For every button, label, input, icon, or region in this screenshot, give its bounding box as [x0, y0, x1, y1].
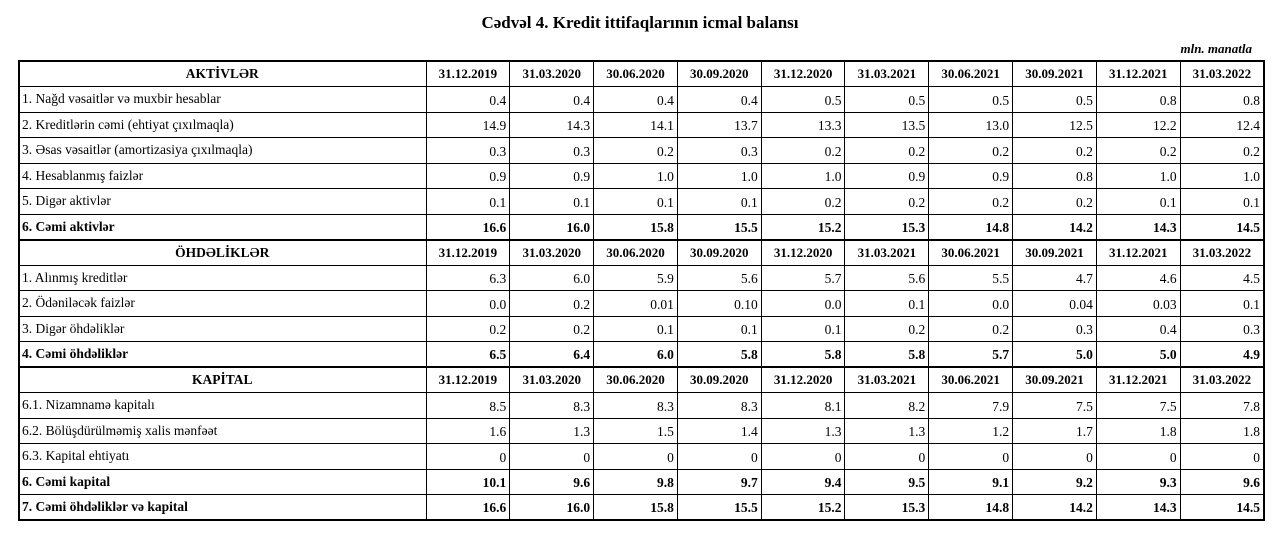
- date-header-cell: 31.03.2022: [1180, 61, 1264, 87]
- value-cell: 5.0: [1096, 342, 1180, 368]
- value-cell: 15.8: [594, 495, 678, 521]
- value-cell: 0.2: [594, 138, 678, 164]
- value-cell: 0.2: [1013, 138, 1097, 164]
- value-cell: 14.2: [1013, 214, 1097, 240]
- value-cell: 0: [929, 444, 1013, 470]
- value-cell: 8.5: [426, 393, 510, 419]
- value-cell: 0.3: [677, 138, 761, 164]
- row-label: 4. Cəmi öhdəliklər: [19, 342, 426, 368]
- value-cell: 7.5: [1013, 393, 1097, 419]
- value-cell: 14.9: [426, 112, 510, 138]
- value-cell: 9.8: [594, 469, 678, 495]
- value-cell: 12.2: [1096, 112, 1180, 138]
- value-cell: 9.4: [761, 469, 845, 495]
- date-header-cell: 31.12.2019: [426, 240, 510, 266]
- value-cell: 0.5: [761, 87, 845, 113]
- value-cell: 1.8: [1096, 418, 1180, 444]
- table-row: [19, 393, 1264, 419]
- value-cell: 14.3: [510, 112, 594, 138]
- value-cell: 14.2: [1013, 495, 1097, 521]
- value-cell: 0.04: [1013, 291, 1097, 317]
- date-header-cell: 30.09.2021: [1013, 240, 1097, 266]
- value-cell: 15.2: [761, 495, 845, 521]
- value-cell: 1.2: [929, 418, 1013, 444]
- row-label: 6. Cəmi kapital: [19, 469, 426, 495]
- total-row: [19, 469, 1264, 495]
- value-cell: 9.2: [1013, 469, 1097, 495]
- date-header-cell: 30.09.2020: [677, 61, 761, 87]
- value-cell: 9.6: [510, 469, 594, 495]
- value-cell: 0.1: [594, 189, 678, 215]
- date-header-cell: 31.03.2021: [845, 61, 929, 87]
- value-cell: 5.0: [1013, 342, 1097, 368]
- value-cell: 0.4: [426, 87, 510, 113]
- value-cell: 0: [1013, 444, 1097, 470]
- value-cell: 0: [594, 444, 678, 470]
- value-cell: 0: [510, 444, 594, 470]
- value-cell: 0.2: [1096, 138, 1180, 164]
- value-cell: 0.0: [761, 291, 845, 317]
- value-cell: 0.1: [1180, 291, 1264, 317]
- value-cell: 1.0: [1096, 163, 1180, 189]
- value-cell: 0.2: [845, 316, 929, 342]
- value-cell: 13.7: [677, 112, 761, 138]
- value-cell: 1.0: [677, 163, 761, 189]
- value-cell: 9.3: [1096, 469, 1180, 495]
- date-header-cell: 31.03.2020: [510, 367, 594, 393]
- value-cell: 1.0: [761, 163, 845, 189]
- date-header-cell: 31.03.2022: [1180, 367, 1264, 393]
- value-cell: 1.0: [1180, 163, 1264, 189]
- value-cell: 1.6: [426, 418, 510, 444]
- date-header-cell: 31.12.2019: [426, 367, 510, 393]
- value-cell: 0: [677, 444, 761, 470]
- value-cell: 1.3: [845, 418, 929, 444]
- value-cell: 0.4: [1096, 316, 1180, 342]
- value-cell: 0.03: [1096, 291, 1180, 317]
- date-header-cell: 30.06.2021: [929, 240, 1013, 266]
- date-header-cell: 31.03.2021: [845, 367, 929, 393]
- value-cell: 0.2: [845, 138, 929, 164]
- value-cell: 15.5: [677, 495, 761, 521]
- value-cell: 13.5: [845, 112, 929, 138]
- value-cell: 0.2: [1013, 189, 1097, 215]
- value-cell: 5.6: [677, 265, 761, 291]
- value-cell: 5.8: [677, 342, 761, 368]
- table-row: [19, 265, 1264, 291]
- value-cell: 0.1: [761, 316, 845, 342]
- date-header-cell: 31.03.2020: [510, 240, 594, 266]
- value-cell: 5.7: [761, 265, 845, 291]
- value-cell: 4.5: [1180, 265, 1264, 291]
- date-header-cell: 31.12.2021: [1096, 240, 1180, 266]
- value-cell: 0.8: [1180, 87, 1264, 113]
- value-cell: 8.3: [677, 393, 761, 419]
- table-row: [19, 316, 1264, 342]
- value-cell: 8.2: [845, 393, 929, 419]
- row-label: 5. Digər aktivlər: [19, 189, 426, 215]
- date-header-cell: 30.09.2021: [1013, 61, 1097, 87]
- date-header-cell: 31.12.2020: [761, 240, 845, 266]
- value-cell: 6.3: [426, 265, 510, 291]
- value-cell: 16.0: [510, 214, 594, 240]
- value-cell: 7.8: [1180, 393, 1264, 419]
- value-cell: 0.2: [929, 316, 1013, 342]
- row-label: 6.2. Bölüşdürülməmiş xalis mənfəət: [19, 418, 426, 444]
- row-label: 7. Cəmi öhdəliklər və kapital: [19, 495, 426, 521]
- row-label: 2. Ödəniləcək faizlər: [19, 291, 426, 317]
- date-header-cell: 30.09.2020: [677, 240, 761, 266]
- value-cell: 14.3: [1096, 214, 1180, 240]
- value-cell: 0.9: [845, 163, 929, 189]
- value-cell: 6.5: [426, 342, 510, 368]
- value-cell: 0.8: [1096, 87, 1180, 113]
- value-cell: 0.2: [510, 316, 594, 342]
- section-heading: AKTİVLƏR: [19, 61, 426, 87]
- row-label: 6. Cəmi aktivlər: [19, 214, 426, 240]
- table-row: [19, 291, 1264, 317]
- total-row: [19, 214, 1264, 240]
- date-header-cell: 30.09.2021: [1013, 367, 1097, 393]
- value-cell: 0.4: [510, 87, 594, 113]
- value-cell: 0.2: [929, 138, 1013, 164]
- value-cell: 9.5: [845, 469, 929, 495]
- value-cell: 1.7: [1013, 418, 1097, 444]
- value-cell: 0.1: [677, 316, 761, 342]
- value-cell: 12.4: [1180, 112, 1264, 138]
- value-cell: 0: [1180, 444, 1264, 470]
- table-title: Cədvəl 4. Kredit ittifaqlarının icmal balansı: [481, 13, 799, 32]
- value-cell: 5.5: [929, 265, 1013, 291]
- unit-label: mln. manatla: [1180, 41, 1252, 56]
- value-cell: 14.1: [594, 112, 678, 138]
- value-cell: 6.4: [510, 342, 594, 368]
- value-cell: 0.1: [510, 189, 594, 215]
- value-cell: 0: [845, 444, 929, 470]
- section-heading: ÖHDƏLİKLƏR: [19, 240, 426, 266]
- value-cell: 0.1: [1180, 189, 1264, 215]
- value-cell: 6.0: [594, 342, 678, 368]
- value-cell: 0.9: [929, 163, 1013, 189]
- value-cell: 0.2: [761, 189, 845, 215]
- value-cell: 0.5: [929, 87, 1013, 113]
- row-label: 1. Nağd vəsaitlər və muxbir hesablar: [19, 87, 426, 113]
- value-cell: 4.7: [1013, 265, 1097, 291]
- date-header-cell: 30.06.2020: [594, 240, 678, 266]
- row-label: 2. Kreditlərin cəmi (ehtiyat çıxılmaqla): [19, 112, 426, 138]
- value-cell: 15.5: [677, 214, 761, 240]
- total-row: [19, 342, 1264, 368]
- value-cell: 0.2: [761, 138, 845, 164]
- value-cell: 1.0: [594, 163, 678, 189]
- date-header-cell: 31.12.2020: [761, 367, 845, 393]
- table-row: [19, 87, 1264, 113]
- date-header-cell: 30.06.2021: [929, 367, 1013, 393]
- table-row: [19, 418, 1264, 444]
- value-cell: 13.3: [761, 112, 845, 138]
- value-cell: 15.3: [845, 214, 929, 240]
- balance-table: [18, 60, 1265, 521]
- value-cell: 0.2: [845, 189, 929, 215]
- value-cell: 0.3: [1180, 316, 1264, 342]
- value-cell: 0.1: [845, 291, 929, 317]
- date-header-cell: 31.03.2020: [510, 61, 594, 87]
- value-cell: 0.2: [1180, 138, 1264, 164]
- value-cell: 0: [1096, 444, 1180, 470]
- value-cell: 14.5: [1180, 495, 1264, 521]
- value-cell: 13.0: [929, 112, 1013, 138]
- value-cell: 0.2: [510, 291, 594, 317]
- table-row: [19, 138, 1264, 164]
- value-cell: 0.2: [426, 316, 510, 342]
- value-cell: 0.3: [426, 138, 510, 164]
- table-body: [19, 61, 1264, 520]
- total-row: [19, 495, 1264, 521]
- value-cell: 0.0: [929, 291, 1013, 317]
- date-header-cell: 30.06.2020: [594, 367, 678, 393]
- value-cell: 5.8: [845, 342, 929, 368]
- value-cell: 1.3: [510, 418, 594, 444]
- value-cell: 14.5: [1180, 214, 1264, 240]
- value-cell: 0.8: [1013, 163, 1097, 189]
- value-cell: 16.6: [426, 214, 510, 240]
- value-cell: 0.4: [594, 87, 678, 113]
- value-cell: 0: [426, 444, 510, 470]
- row-label: 3. Digər öhdəliklər: [19, 316, 426, 342]
- date-header-cell: 31.03.2021: [845, 240, 929, 266]
- value-cell: 10.1: [426, 469, 510, 495]
- table-row: [19, 163, 1264, 189]
- value-cell: 0.3: [1013, 316, 1097, 342]
- date-header-cell: 30.06.2020: [594, 61, 678, 87]
- value-cell: 8.3: [510, 393, 594, 419]
- value-cell: 5.7: [929, 342, 1013, 368]
- value-cell: 5.8: [761, 342, 845, 368]
- value-cell: 16.6: [426, 495, 510, 521]
- value-cell: 8.3: [594, 393, 678, 419]
- value-cell: 14.8: [929, 214, 1013, 240]
- value-cell: 4.9: [1180, 342, 1264, 368]
- section-header-row: [19, 240, 1264, 266]
- section-header-row: [19, 367, 1264, 393]
- value-cell: 0.1: [677, 189, 761, 215]
- value-cell: 8.1: [761, 393, 845, 419]
- value-cell: 0.1: [426, 189, 510, 215]
- date-header-cell: 31.12.2021: [1096, 61, 1180, 87]
- value-cell: 0.1: [594, 316, 678, 342]
- value-cell: 9.6: [1180, 469, 1264, 495]
- value-cell: 15.2: [761, 214, 845, 240]
- value-cell: 7.9: [929, 393, 1013, 419]
- value-cell: 5.9: [594, 265, 678, 291]
- table-row: [19, 444, 1264, 470]
- value-cell: 14.3: [1096, 495, 1180, 521]
- date-header-cell: 30.06.2021: [929, 61, 1013, 87]
- value-cell: 12.5: [1013, 112, 1097, 138]
- value-cell: 1.4: [677, 418, 761, 444]
- value-cell: 7.5: [1096, 393, 1180, 419]
- value-cell: 0: [761, 444, 845, 470]
- value-cell: 15.3: [845, 495, 929, 521]
- table-row: [19, 112, 1264, 138]
- value-cell: 0.4: [677, 87, 761, 113]
- value-cell: 15.8: [594, 214, 678, 240]
- date-header-cell: 31.03.2022: [1180, 240, 1264, 266]
- value-cell: 0.01: [594, 291, 678, 317]
- row-label: 6.3. Kapital ehtiyatı: [19, 444, 426, 470]
- date-header-cell: 31.12.2021: [1096, 367, 1180, 393]
- value-cell: 0.5: [845, 87, 929, 113]
- value-cell: 0.2: [929, 189, 1013, 215]
- value-cell: 9.7: [677, 469, 761, 495]
- value-cell: 9.1: [929, 469, 1013, 495]
- row-label: 4. Hesablanmış faizlər: [19, 163, 426, 189]
- value-cell: 5.6: [845, 265, 929, 291]
- date-header-cell: 31.12.2019: [426, 61, 510, 87]
- row-label: 3. Əsas vəsaitlər (amortizasiya çıxılmaqla): [19, 138, 426, 164]
- value-cell: 0.3: [510, 138, 594, 164]
- value-cell: 1.5: [594, 418, 678, 444]
- table-row: [19, 189, 1264, 215]
- value-cell: 0.0: [426, 291, 510, 317]
- date-header-cell: 31.12.2020: [761, 61, 845, 87]
- value-cell: 0.9: [426, 163, 510, 189]
- value-cell: 14.8: [929, 495, 1013, 521]
- value-cell: 0.1: [1096, 189, 1180, 215]
- value-cell: 0.9: [510, 163, 594, 189]
- date-header-cell: 30.09.2020: [677, 367, 761, 393]
- value-cell: 1.3: [761, 418, 845, 444]
- value-cell: 1.8: [1180, 418, 1264, 444]
- value-cell: 0.10: [677, 291, 761, 317]
- value-cell: 16.0: [510, 495, 594, 521]
- row-label: 6.1. Nizamnamə kapitalı: [19, 393, 426, 419]
- section-header-row: [19, 61, 1264, 87]
- value-cell: 4.6: [1096, 265, 1180, 291]
- section-heading: KAPİTAL: [19, 367, 426, 393]
- value-cell: 6.0: [510, 265, 594, 291]
- row-label: 1. Alınmış kreditlər: [19, 265, 426, 291]
- value-cell: 0.5: [1013, 87, 1097, 113]
